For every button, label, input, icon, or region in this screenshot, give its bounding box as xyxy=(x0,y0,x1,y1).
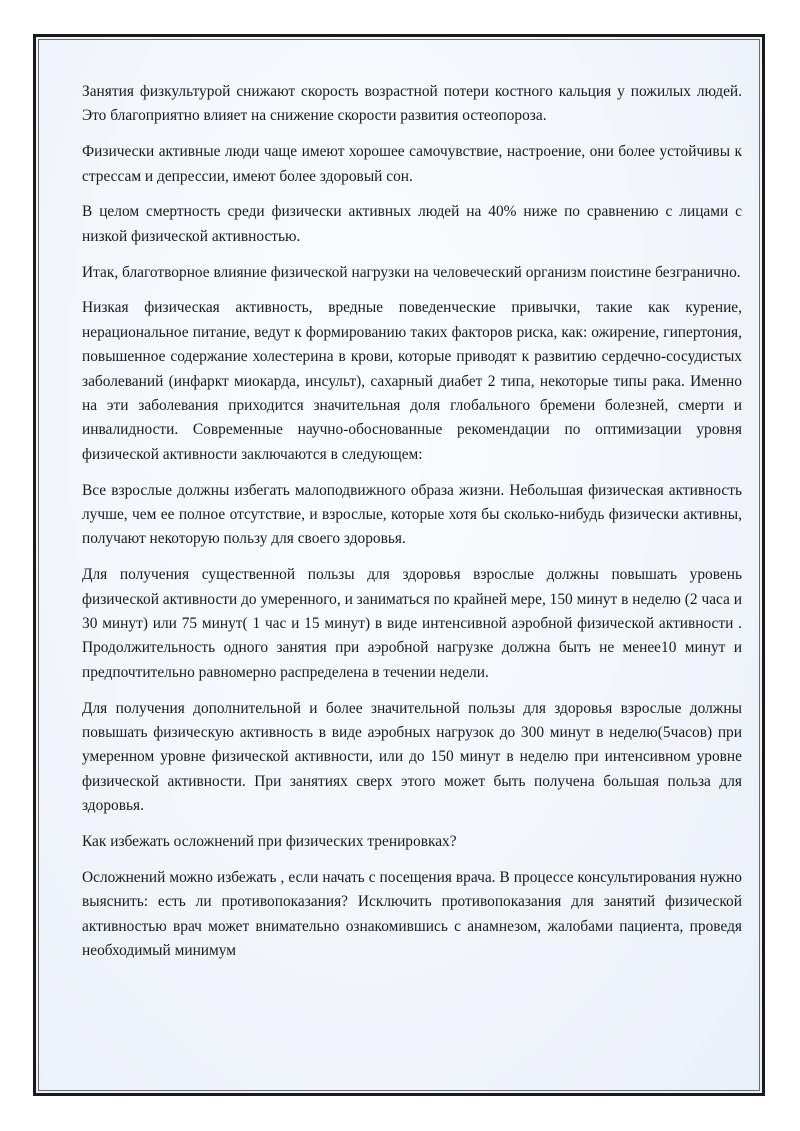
paragraph-doctor-visit: Осложнений можно избежать , если начать с посещения врача. В процессе консультирования нужно выяснить: есть ли противопоказания? Исключить противопоказания для занятий физической активностью врач может внимательно ознакомившись с анамнезом, жалобами пациента, проведя необходимый минимум xyxy=(82,868,742,960)
paragraph-question: Как избежать осложнений при физических тренировках? xyxy=(82,833,457,851)
paragraph-150-minutes: Для получения существенной пользы для здоровья взрослые должны повышать уровень физической активности до умеренного, и заниматься по крайней мере, 150 минут в неделю (2 часа и 30 минут) или 75 минут( 1 час и 15 минут) в виде интенсивной аэробной физической активности . Продолжительность одного занятия при аэробной нагрузке должна быть не менее10 минут и предпочтительно равномерно распределена в течении недели. xyxy=(82,566,742,681)
paragraph-wellbeing: Физически активные люди чаще имеют хорошее самочувствие, настроение, они более устойчивы к стрессам и депрессии, имеют более здоровый сон. xyxy=(82,143,742,185)
paragraph-300-minutes: Для получения дополнительной и более значительной пользы для здоровья взрослые должны повышать физическую активность в виде аэробных нагрузок до 300 минут в неделю(5часов) при умеренном уровне физической активности, или до 150 минут в неделю при интенсивном уровне физической активности. При занятиях сверх этого может быть получена большая польза для здоровья. xyxy=(82,699,742,815)
paragraph-risk-factors: Низкая физическая активность, вредные поведенческие привычки, такие как курение, нерациональное питание, ведут к формированию таких факторов риска, как: ожирение, гипертония, повышенное содержание холестерина в крови, которые приводят к развитию сердечно-сосудистых заболеваний (инфаркт миокарда, инсульт), сахарный диабет 2 типа, некоторые типы рака. Именно на эти заболевания приходится значительная доля глобального бремени болезней, смерти и инвалидности. Современные научно-обоснованные рекомендации по оптимизации уровня физической активности заключаются в следующем: xyxy=(82,299,742,463)
paragraph-avoid-sedentary: Все взрослые должны избегать малоподвижного образа жизни. Небольшая физическая активность лучше, чем ее полное отсутствие, и взрослые, которые хотя бы сколько-нибудь физически активны, получают некоторую пользу для своего здоровья. xyxy=(82,481,742,548)
paragraph-conclusion: Итак, благотворное влияние физической нагрузки на человеческий организм поистине безгранично. xyxy=(82,263,741,281)
document-body xyxy=(82,80,742,975)
paragraph-bone-calcium: Занятия физкультурой снижают скорость возрастной потери костного кальция у пожилых людей. Это благоприятно влияет на снижение скорости развития остеопороза. xyxy=(82,83,742,125)
paragraph-mortality: В целом смертность среди физически активных людей на 40% ниже по сравнению с лицами с низкой физической активностью. xyxy=(82,203,742,245)
